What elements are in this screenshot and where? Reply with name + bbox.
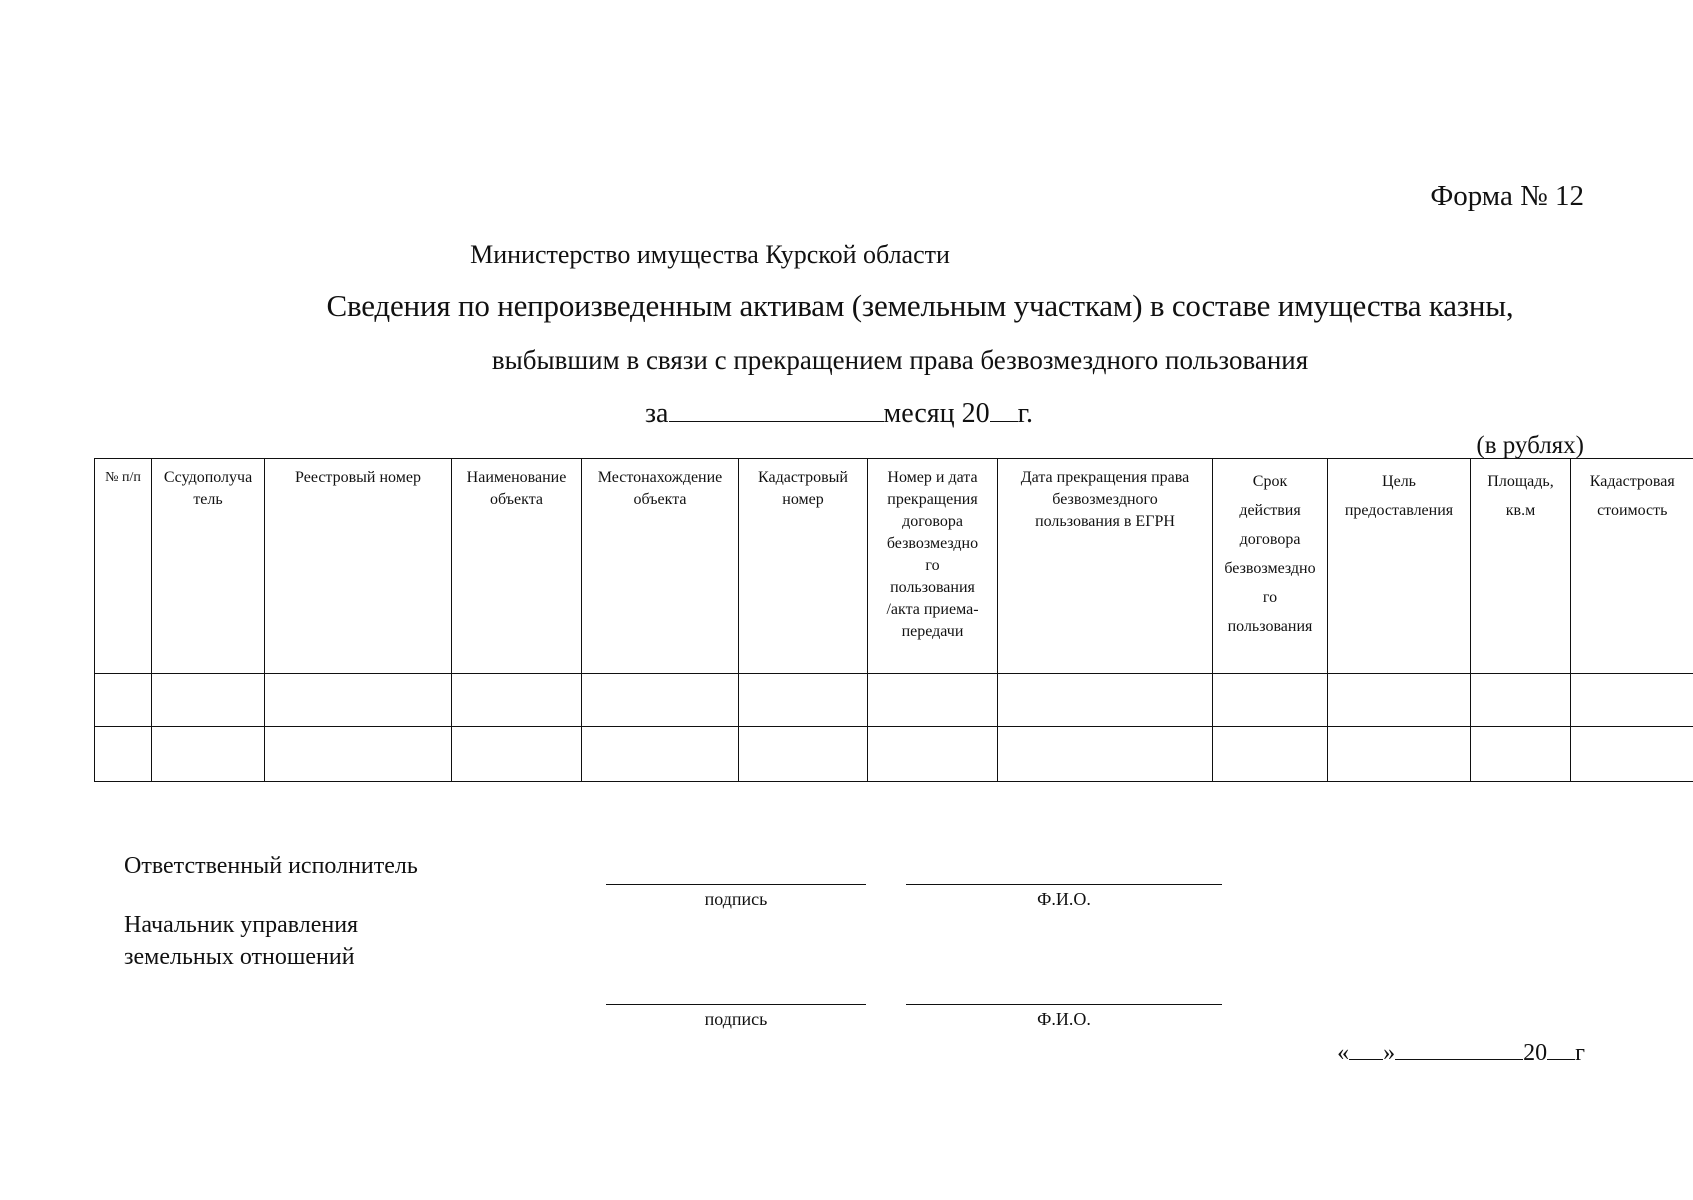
table-row (95, 727, 1693, 782)
responsible-executor-label: Ответственный исполнитель (124, 853, 418, 879)
name-line[interactable] (906, 884, 1222, 885)
period-suffix: г. (1017, 398, 1033, 429)
column-header: Площадь, кв.м (1471, 459, 1571, 674)
column-header: № п/п (95, 459, 152, 674)
year-blank-line[interactable] (1547, 1041, 1575, 1060)
currency-note: (в рублях) (1476, 432, 1584, 459)
table-cell[interactable] (152, 674, 265, 727)
document-title-line-2: выбывшим в связи с прекращением права безвозмездного пользования (491, 345, 1309, 375)
month-blank-line[interactable] (1395, 1041, 1523, 1060)
table-cell[interactable] (1328, 727, 1471, 782)
name-caption: Ф.И.О. (1037, 1009, 1091, 1029)
column-header: Ссудополуча тель (152, 459, 265, 674)
table-cell[interactable] (998, 727, 1213, 782)
column-header: Срок действия договора безвозмездно го пользования (1213, 459, 1328, 674)
column-header: Кадастровый номер (739, 459, 868, 674)
document-title-line-1: Сведения по непроизведенным активам (земельным участкам) в составе имущества казны, (326, 288, 1514, 323)
table-cell[interactable] (95, 674, 152, 727)
table-cell[interactable] (265, 674, 452, 727)
table-cell[interactable] (998, 674, 1213, 727)
table-cell[interactable] (452, 727, 582, 782)
table-cell[interactable] (265, 727, 452, 782)
table-header-row (95, 459, 1693, 674)
table-cell[interactable] (95, 727, 152, 782)
form-number: Форма № 12 (1430, 180, 1584, 212)
date-year-prefix: 20 (1523, 1040, 1548, 1066)
column-header: Цель предоставления (1328, 459, 1471, 674)
table-cell[interactable] (152, 727, 265, 782)
department-head-label-line-1: Начальник управления (124, 912, 359, 938)
name-line[interactable] (906, 1004, 1222, 1005)
column-header: Местонахождение объекта (582, 459, 739, 674)
date-year-suffix: г (1575, 1040, 1585, 1066)
table-cell[interactable] (1213, 674, 1328, 727)
date-close-quote: » (1383, 1040, 1396, 1066)
column-header: Номер и дата прекращения договора безвозмездно го пользования /акта приема- передачи (868, 459, 998, 674)
table-cell[interactable] (868, 674, 998, 727)
table-cell[interactable] (1213, 727, 1328, 782)
signature-line[interactable] (606, 1004, 866, 1005)
signature-caption: подпись (704, 1009, 768, 1029)
table-row (95, 674, 1693, 727)
day-blank-line[interactable] (1349, 1041, 1383, 1060)
column-header: Кадастровая стоимость (1571, 459, 1693, 674)
reporting-period (645, 398, 1033, 430)
signature-caption: подпись (704, 889, 768, 909)
year-blank-line (990, 399, 1018, 422)
name-caption: Ф.И.О. (1037, 889, 1091, 909)
period-month-year: месяц 20 (883, 398, 990, 429)
signature-date (1315, 1040, 1585, 1067)
date-open-quote: « (1337, 1040, 1350, 1066)
table-cell[interactable] (1471, 674, 1571, 727)
period-prefix: за (645, 398, 669, 429)
month-blank-line (669, 399, 884, 422)
signature-line[interactable] (606, 884, 866, 885)
table-cell[interactable] (739, 727, 868, 782)
table-cell[interactable] (739, 674, 868, 727)
report-table (94, 458, 1693, 782)
table-cell[interactable] (582, 674, 739, 727)
ministry-name: Министерство имущества Курской области (470, 240, 950, 269)
table-cell[interactable] (1571, 674, 1693, 727)
table-cell[interactable] (1571, 727, 1693, 782)
column-header: Дата прекращения права безвозмездного пользования в ЕГРН (998, 459, 1213, 674)
table-cell[interactable] (1328, 674, 1471, 727)
column-header: Реестровый номер (265, 459, 452, 674)
table-cell[interactable] (582, 727, 739, 782)
table-cell[interactable] (868, 727, 998, 782)
department-head-label-line-2: земельных отношений (124, 944, 355, 970)
table-cell[interactable] (452, 674, 582, 727)
table-cell[interactable] (1471, 727, 1571, 782)
column-header: Наименование объекта (452, 459, 582, 674)
